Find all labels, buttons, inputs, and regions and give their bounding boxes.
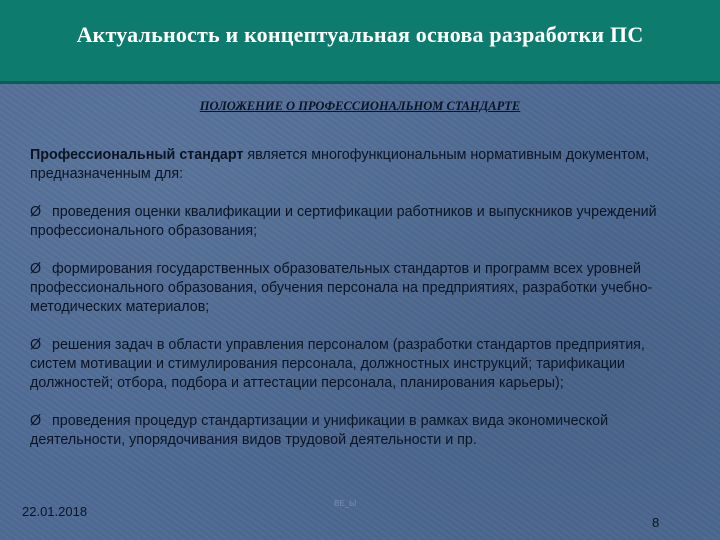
arrow-bullet-icon: Ø [30,337,42,353]
slide-title: Актуальность и концептуальная основа разработки ПС [76,21,644,47]
arrow-bullet-icon: Ø [30,204,42,220]
title-bar [0,0,720,84]
list-item [30,412,690,450]
list-item-text: формирования государственных образовательных стандартов и программ всех уровней профессионального образования, обучения персонала на предприятиях, разработки учебно-методических материалов; [30,261,653,315]
page-number: 8 [652,515,660,530]
intro-paragraph [30,146,690,184]
arrow-bullet-icon: Ø [30,413,42,429]
list-item-text: проведения процедур стандартизации и унификации в рамках вида экономической деятельности, упорядочивания видов трудовой деятельности и пр. [30,413,609,448]
footer-date: 22.01.2018 [22,504,88,519]
list-item-text: проведения оценки квалификации и сертификации работников и выпускников учреждений профессионального образования; [30,204,657,239]
intro-text: является многофункциональным нормативным документом, предназначенным для: [30,147,650,182]
footer-center-text: ВЕ_Ы [334,499,357,508]
slide-content [30,146,690,469]
list-item [30,260,690,317]
list-item [30,336,690,393]
slide-subtitle: ПОЛОЖЕНИЕ О ПРОФЕССИОНАЛЬНОМ СТАНДАРТЕ [199,99,521,113]
list-item [30,203,690,241]
arrow-bullet-icon: Ø [30,261,42,277]
list-item-text: решения задач в области управления персоналом (разработки стандартов предприятия, систем мотивации и стимулирования персонала, должностных инструкций; тарификации должностей; отбора, подбора и аттестации персонала, планирования карьеры); [30,337,645,391]
intro-bold-term: Профессиональный стандарт [30,147,244,163]
